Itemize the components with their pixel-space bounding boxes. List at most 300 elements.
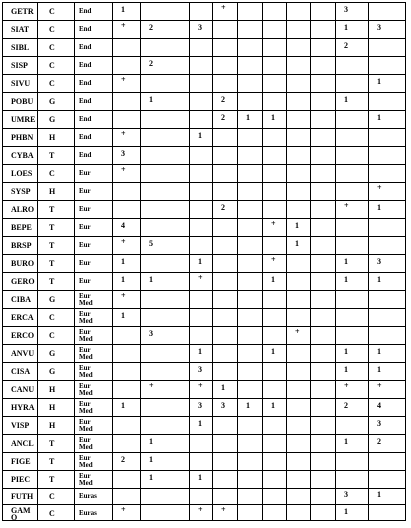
value-cell — [212, 308, 237, 326]
distribution: End — [79, 97, 92, 105]
value-cell — [112, 434, 140, 452]
value-cell — [310, 128, 335, 146]
value-cell — [368, 236, 406, 254]
value-cell — [286, 2, 310, 20]
value-cell — [310, 164, 335, 182]
cell-value: 2 — [221, 203, 225, 212]
life-form-cell — [37, 504, 74, 521]
distribution-cell — [74, 164, 112, 182]
value-cell — [310, 398, 335, 416]
value-cell — [237, 290, 262, 308]
distribution: Eur — [79, 382, 91, 390]
life-form-cell — [37, 398, 74, 416]
value-cell — [368, 164, 406, 182]
value-cell — [335, 326, 368, 344]
distribution-cell — [74, 398, 112, 416]
distribution: Eur — [79, 328, 91, 336]
table-row — [2, 452, 406, 470]
distribution-cell — [74, 182, 112, 200]
value-cell — [112, 488, 140, 504]
value-cell — [237, 218, 262, 236]
value-cell — [286, 218, 310, 236]
value-cell — [262, 2, 286, 20]
distribution-cell — [74, 236, 112, 254]
cell-value: 3 — [221, 401, 225, 410]
distribution: Med — [79, 371, 93, 379]
value-cell — [335, 434, 368, 452]
distribution-cell — [74, 290, 112, 308]
value-cell — [262, 200, 286, 218]
species-code: FIGE — [11, 457, 31, 466]
value-cell — [335, 182, 368, 200]
value-cell — [189, 488, 212, 504]
distribution-cell — [74, 254, 112, 272]
value-cell — [310, 488, 335, 504]
distribution-cell — [74, 38, 112, 56]
value-cell — [335, 2, 368, 20]
life-form: T — [49, 205, 55, 214]
life-form: C — [49, 492, 55, 501]
species-code-cell — [2, 416, 37, 434]
cell-value: 1 — [344, 275, 348, 284]
life-form: C — [49, 508, 55, 518]
value-cell — [140, 164, 189, 182]
value-cell — [212, 290, 237, 308]
cell-value: 3 — [344, 490, 348, 499]
cell-value: 1 — [344, 437, 348, 446]
value-cell — [286, 182, 310, 200]
value-cell — [310, 20, 335, 38]
table-row — [2, 236, 406, 254]
value-cell — [286, 452, 310, 470]
value-cell — [189, 200, 212, 218]
value-cell — [286, 434, 310, 452]
value-cell — [140, 74, 189, 92]
value-cell — [310, 110, 335, 128]
cell-value: 1 — [295, 239, 299, 248]
value-cell — [310, 272, 335, 290]
species-code-cell — [2, 290, 37, 308]
life-form-cell — [37, 470, 74, 488]
value-cell — [286, 504, 310, 521]
table-row — [2, 380, 406, 398]
value-cell — [286, 92, 310, 110]
distribution: Med — [79, 443, 93, 451]
cell-value: 1 — [377, 77, 381, 86]
species-code: HYRA — [11, 403, 35, 412]
value-cell — [310, 74, 335, 92]
cell-value: 1 — [377, 113, 381, 122]
value-cell — [335, 470, 368, 488]
cell-value: 1 — [377, 275, 381, 284]
value-cell — [140, 20, 189, 38]
species-code: SYSP — [11, 187, 31, 196]
table-row — [2, 308, 406, 326]
species-code: ANVU — [11, 349, 35, 358]
value-cell — [112, 182, 140, 200]
value-cell — [112, 272, 140, 290]
cell-value: 1 — [377, 490, 381, 499]
life-form: T — [49, 241, 55, 250]
species-code-cell — [2, 398, 37, 416]
cell-value: 2 — [377, 437, 381, 446]
cell-value: 1 — [271, 401, 275, 410]
value-cell — [212, 236, 237, 254]
value-cell — [368, 344, 406, 362]
life-form: T — [49, 277, 55, 286]
value-cell — [310, 344, 335, 362]
life-form: C — [49, 43, 55, 52]
value-cell — [262, 92, 286, 110]
value-cell — [212, 434, 237, 452]
species-code: SIAT — [11, 25, 30, 34]
table-row — [2, 344, 406, 362]
distribution-cell — [74, 308, 112, 326]
value-cell — [140, 182, 189, 200]
value-cell — [189, 326, 212, 344]
cell-value: 1 — [344, 506, 348, 516]
cell-value: + — [271, 255, 276, 264]
life-form: C — [49, 331, 55, 340]
value-cell — [262, 344, 286, 362]
value-cell — [189, 272, 212, 290]
value-cell — [335, 38, 368, 56]
value-cell — [237, 74, 262, 92]
table-row — [2, 74, 406, 92]
life-form-cell — [37, 488, 74, 504]
value-cell — [286, 200, 310, 218]
value-cell — [189, 182, 212, 200]
value-cell — [112, 308, 140, 326]
cell-value: + — [198, 381, 203, 390]
distribution-cell — [74, 2, 112, 20]
value-cell — [112, 110, 140, 128]
life-form-cell — [37, 146, 74, 164]
value-cell — [237, 182, 262, 200]
value-cell — [310, 326, 335, 344]
value-cell — [262, 218, 286, 236]
distribution-cell — [74, 218, 112, 236]
value-cell — [189, 308, 212, 326]
value-cell — [237, 452, 262, 470]
value-cell — [140, 146, 189, 164]
life-form-cell — [37, 38, 74, 56]
cell-value: + — [271, 219, 276, 228]
value-cell — [189, 380, 212, 398]
value-cell — [286, 56, 310, 74]
value-cell — [310, 362, 335, 380]
value-cell — [335, 416, 368, 434]
species-code-cell — [2, 38, 37, 56]
species-code-cell — [2, 74, 37, 92]
value-cell — [140, 56, 189, 74]
distribution: Eur — [79, 169, 91, 177]
value-cell — [237, 434, 262, 452]
cell-value: + — [121, 237, 126, 246]
species-code: BURO — [11, 259, 35, 268]
value-cell — [286, 308, 310, 326]
life-form: H — [49, 187, 56, 196]
species-code-cell — [2, 200, 37, 218]
value-cell — [212, 362, 237, 380]
value-cell — [140, 110, 189, 128]
distribution: Eur — [79, 259, 91, 267]
life-form-cell — [37, 452, 74, 470]
species-code: SIVU — [11, 79, 31, 88]
cell-value: 1 — [198, 347, 202, 356]
species-code: GERO — [11, 277, 35, 286]
cell-value: 2 — [344, 41, 348, 50]
cell-value: 1 — [344, 347, 348, 356]
table-row — [2, 398, 406, 416]
distribution: Med — [79, 461, 93, 469]
value-cell — [262, 254, 286, 272]
table-row — [2, 218, 406, 236]
cell-value: 3 — [198, 401, 202, 410]
distribution: End — [79, 79, 92, 87]
value-cell — [335, 398, 368, 416]
value-cell — [212, 74, 237, 92]
value-cell — [262, 128, 286, 146]
value-cell — [335, 504, 368, 521]
value-cell — [212, 56, 237, 74]
cell-value: + — [121, 21, 126, 30]
life-form-cell — [37, 56, 74, 74]
table-row — [2, 362, 406, 380]
distribution-cell — [74, 434, 112, 452]
life-form-cell — [37, 74, 74, 92]
value-cell — [286, 110, 310, 128]
value-cell — [286, 344, 310, 362]
species-code: UMRE — [11, 115, 36, 124]
table-row — [2, 146, 406, 164]
value-cell — [335, 272, 368, 290]
species-code: ERCA — [11, 313, 34, 322]
distribution: Eur — [79, 454, 91, 462]
value-cell — [189, 470, 212, 488]
cell-value: + — [121, 75, 126, 84]
cell-value: 3 — [377, 257, 381, 266]
distribution: Eur — [79, 241, 91, 249]
species-code: SIBL — [11, 43, 30, 52]
species-code: LOES — [11, 169, 33, 178]
table-row — [2, 200, 406, 218]
cell-value: 1 — [344, 257, 348, 266]
species-code-cell — [2, 308, 37, 326]
value-cell — [237, 416, 262, 434]
distribution-cell — [74, 344, 112, 362]
value-cell — [140, 326, 189, 344]
cell-value: + — [121, 505, 126, 514]
value-cell — [335, 128, 368, 146]
life-form: C — [49, 313, 55, 322]
species-code-cell — [2, 434, 37, 452]
value-cell — [262, 272, 286, 290]
species-code: ANCL — [11, 439, 34, 448]
value-cell — [189, 344, 212, 362]
species-code: CANU — [11, 385, 35, 394]
life-form-cell — [37, 380, 74, 398]
table-row — [2, 416, 406, 434]
value-cell — [140, 92, 189, 110]
distribution-cell — [74, 92, 112, 110]
species-code-cell — [2, 92, 37, 110]
value-cell — [286, 488, 310, 504]
distribution: Eur — [79, 277, 91, 285]
distribution-cell — [74, 470, 112, 488]
distribution-cell — [74, 380, 112, 398]
life-form: G — [49, 295, 56, 304]
value-cell — [237, 488, 262, 504]
distribution-cell — [74, 56, 112, 74]
value-cell — [140, 290, 189, 308]
distribution: End — [79, 25, 92, 33]
life-form-cell — [37, 416, 74, 434]
distribution: Med — [79, 317, 93, 325]
table-row — [2, 164, 406, 182]
distribution-cell — [74, 488, 112, 504]
value-cell — [262, 20, 286, 38]
value-cell — [286, 326, 310, 344]
value-cell — [286, 38, 310, 56]
value-cell — [237, 470, 262, 488]
distribution-cell — [74, 128, 112, 146]
distribution: Euras — [79, 492, 97, 500]
value-cell — [335, 146, 368, 164]
value-cell — [112, 398, 140, 416]
value-cell — [310, 146, 335, 164]
cell-value: + — [198, 273, 203, 282]
cell-value: + — [121, 291, 126, 300]
value-cell — [262, 416, 286, 434]
cell-value: + — [344, 381, 349, 390]
species-code: CYBA — [11, 151, 34, 160]
table-row — [2, 128, 406, 146]
life-form-cell — [37, 200, 74, 218]
species-code: BRSP — [11, 241, 32, 250]
value-cell — [212, 380, 237, 398]
value-cell — [212, 398, 237, 416]
value-cell — [140, 2, 189, 20]
value-cell — [112, 290, 140, 308]
species-code-cell — [2, 128, 37, 146]
cell-value: 1 — [344, 95, 348, 104]
value-cell — [212, 38, 237, 56]
value-cell — [262, 146, 286, 164]
table-row — [2, 182, 406, 200]
value-cell — [335, 362, 368, 380]
species-code-cell — [2, 362, 37, 380]
value-cell — [112, 74, 140, 92]
value-cell — [189, 92, 212, 110]
cell-value: + — [121, 165, 126, 174]
cell-value: 1 — [377, 365, 381, 374]
value-cell — [189, 20, 212, 38]
life-form-cell — [37, 254, 74, 272]
value-cell — [286, 74, 310, 92]
value-cell — [368, 38, 406, 56]
value-cell — [368, 434, 406, 452]
value-cell — [310, 218, 335, 236]
cell-value: 4 — [121, 221, 125, 230]
table-row — [2, 2, 406, 20]
value-cell — [189, 434, 212, 452]
life-form: T — [49, 457, 55, 466]
value-cell — [335, 110, 368, 128]
distribution: Eur — [79, 205, 91, 213]
cell-value: 1 — [198, 131, 202, 140]
value-cell — [140, 398, 189, 416]
value-cell — [310, 470, 335, 488]
distribution-cell — [74, 504, 112, 521]
distribution: End — [79, 43, 92, 51]
value-cell — [368, 488, 406, 504]
species-code: O — [11, 513, 18, 522]
value-cell — [112, 146, 140, 164]
value-cell — [112, 470, 140, 488]
species-code-cell — [2, 110, 37, 128]
table-row — [2, 38, 406, 56]
value-cell — [335, 488, 368, 504]
life-form-cell — [37, 20, 74, 38]
value-cell — [368, 308, 406, 326]
cell-value: 3 — [344, 5, 348, 14]
value-cell — [140, 380, 189, 398]
life-form: G — [49, 97, 56, 106]
life-form: C — [49, 61, 55, 70]
value-cell — [189, 74, 212, 92]
cell-value: 1 — [377, 203, 381, 212]
value-cell — [112, 504, 140, 521]
value-cell — [140, 452, 189, 470]
value-cell — [189, 128, 212, 146]
value-cell — [140, 416, 189, 434]
value-cell — [335, 236, 368, 254]
value-cell — [212, 92, 237, 110]
value-cell — [140, 218, 189, 236]
distribution-cell — [74, 200, 112, 218]
cell-value: 3 — [377, 419, 381, 428]
life-form-cell — [37, 362, 74, 380]
value-cell — [262, 504, 286, 521]
value-cell — [212, 146, 237, 164]
table-row — [2, 290, 406, 308]
value-cell — [189, 38, 212, 56]
distribution: End — [79, 7, 92, 15]
value-cell — [237, 92, 262, 110]
table-row — [2, 56, 406, 74]
species-code: ALRO — [11, 205, 35, 214]
species-code: SISP — [11, 61, 28, 70]
value-cell — [286, 272, 310, 290]
value-cell — [368, 272, 406, 290]
value-cell — [310, 2, 335, 20]
value-cell — [310, 504, 335, 521]
cell-value: 1 — [121, 257, 125, 266]
cell-value: + — [121, 129, 126, 138]
value-cell — [237, 146, 262, 164]
table-row — [2, 272, 406, 290]
cell-value: + — [295, 327, 300, 336]
cell-value: 2 — [149, 59, 153, 68]
value-cell — [140, 470, 189, 488]
value-cell — [368, 218, 406, 236]
value-cell — [310, 254, 335, 272]
value-cell — [237, 344, 262, 362]
species-code: POBU — [11, 97, 34, 106]
distribution: Eur — [79, 400, 91, 408]
species-code-cell — [2, 182, 37, 200]
